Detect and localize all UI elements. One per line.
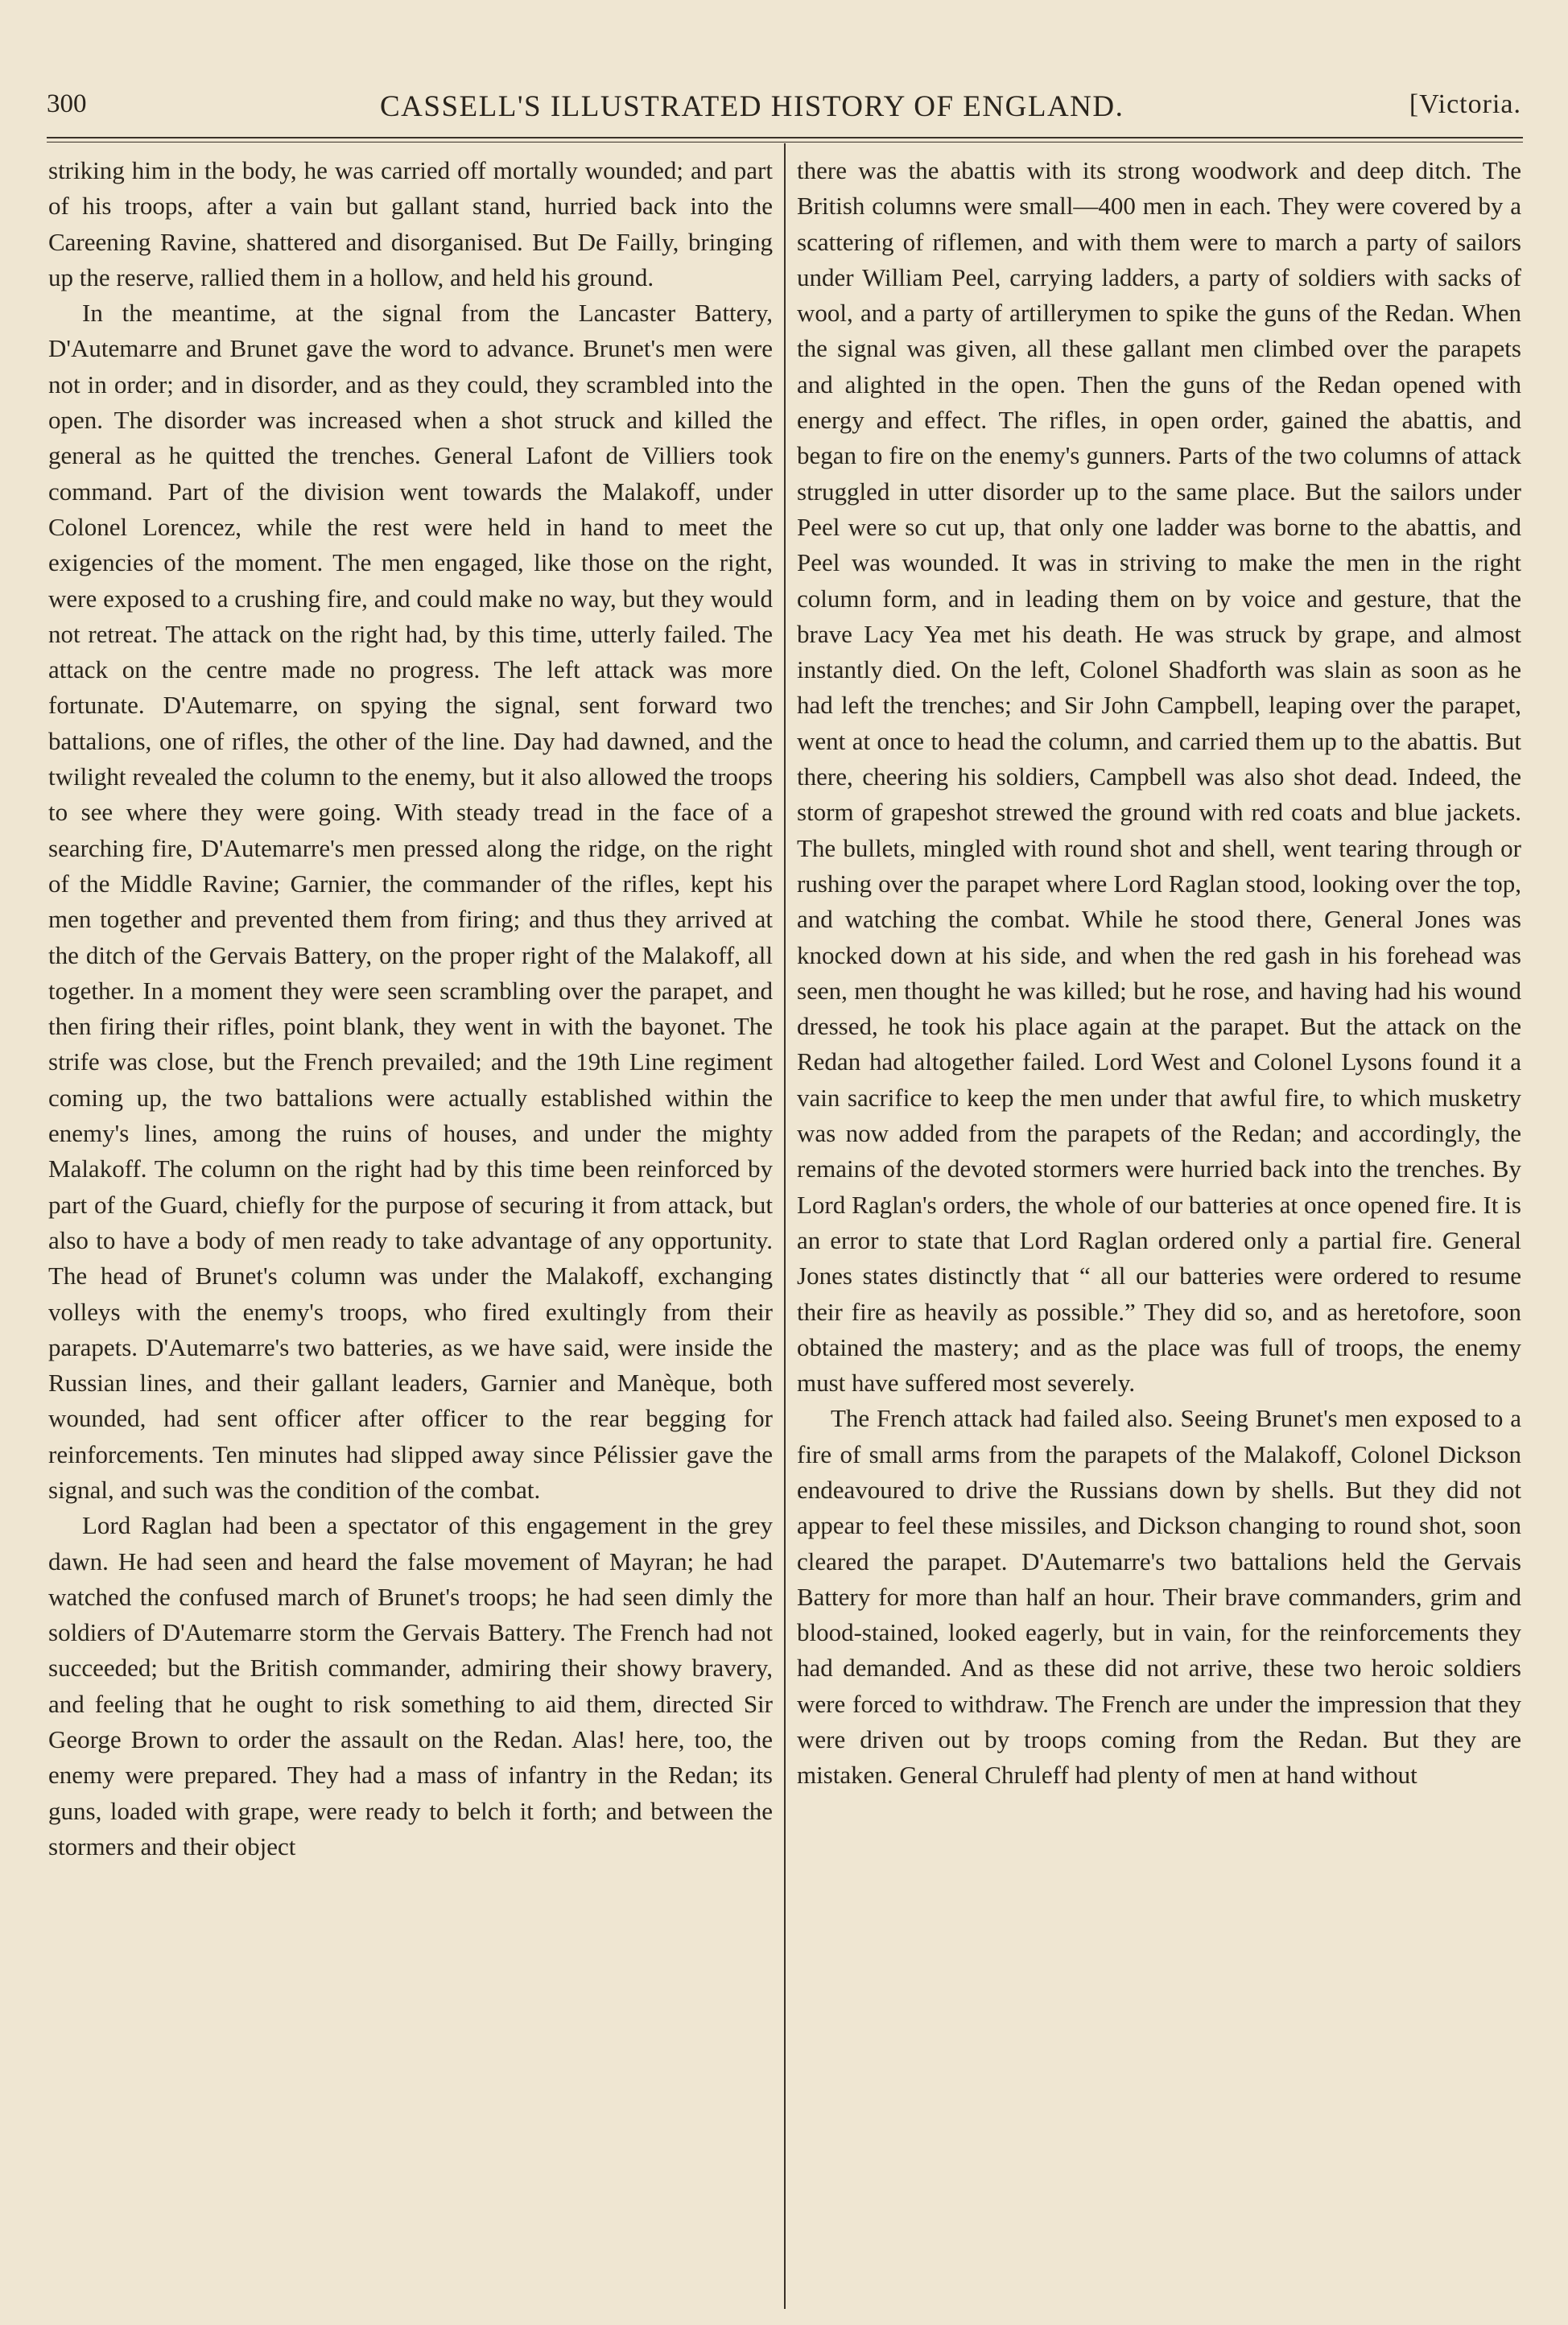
paragraph: there was the abattis with its strong woodwork and deep ditch. The British columns were small—400 men in each. They were covered by a scattering of riflemen, and with them were to march a party of sailors under William Peel, carrying ladders, a party of soldiers with sacks of wool, and a party of artillerymen to spike the guns of the Redan. When the signal was given, all these gallant men climbed over the parapets and alighted in the open. Then the guns of the Redan opened with energy and effect. The rifles, in open order, gained the abattis, and began to fire on the enemy's gunners. Parts of the two columns of attack struggled in utter disorder up to the same place. But the sailors under Peel were so cut up, that only one ladder was borne to the abattis, and Peel was wounded. It was in striving to make the men in the right column form, and in leading them on by voice and gesture, that the brave Lacy Yea met his death. He was struck by grape, and almost instantly died. On the left, Colonel Shadforth was slain as soon as he had left the trenches; and Sir John Campbell, leaping over the parapet, went at once to head the column, and carried them up to the abattis. But there, cheering his soldiers, Campbell was also shot dead. Indeed, the storm of grapeshot strewed the ground with red coats and blue jackets. The bullets, mingled with round shot and shell, went tearing through or rushing over the parapet where Lord Raglan stood, looking over the top, and watching the combat. While he stood there, General Jones was knocked down at his side, and when the red gash in his forehead was seen, men thought he was killed; but he rose, and having had his wound dressed, he took his place again at the parapet. But the attack on the Redan had altogether failed. Lord West and Colonel Lysons found it a vain sacrifice to keep the men under that awful fire, to which musketry was now added from the parapets of the Redan; and accordingly, the remains of the devoted stormers were hurried back into the trenches. By Lord Raglan's orders, the whole of our batteries at once opened fire. It is an error to state that Lord Raglan ordered only a partial fire. General Jones states distinctly that “ all our batteries were ordered to resume their fire as heavily as possible.” They did so, and as heretofore, soon obtained the mastery; and as the place was full of troops, the enemy must have suffered most severely. <box>797 156 1521 1398</box>
right-column <box>797 153 1521 1794</box>
header-rule <box>47 137 1523 138</box>
reign-label: [Victoria. <box>1409 89 1521 119</box>
paragraph: The French attack had failed also. Seeing Brunet's men exposed to a fire of small arms from the parapets of the Malakoff, Colonel Dickson endeavoured to drive the Russians down by shells. But they did not appear to feel these missiles, and Dickson changing to round shot, soon cleared the parapet. D'Autemarre's two battalions held the Gervais Battery for more than half an hour. Their brave commanders, grim and blood-stained, looked eagerly, but in vain, for the reinforcements they had demanded. And as these did not arrive, these two heroic soldiers were forced to withdraw. The French are under the impression that they were driven out by troops coming from the Redan. But they are mistaken. General Chruleff had plenty of men at hand without <box>797 1404 1521 1790</box>
paragraph: Lord Raglan had been a spectator of this engagement in the grey dawn. He had seen and heard the false movement of Mayran; he had watched the confused march of Brunet's troops; he had seen dimly the soldiers of D'Autemarre storm the Gervais Battery. The French had not succeeded; but the British commander, admiring their showy bravery, and feeling that he ought to risk something to aid them, directed Sir George Brown to order the assault on the Redan. Alas! here, too, the enemy were prepared. They had a mass of infantry in the Redan; its guns, loaded with grape, were ready to belch it forth; and between the stormers and their object <box>48 1511 773 1860</box>
paragraph: striking him in the body, he was carried off mortally wounded; and part of his troops, after a vain but gallant stand, hurried back into the Careening Ravine, shattered and disorganised. But De Failly, bringing up the reserve, rallied them in a hollow, and held his ground. <box>48 156 773 291</box>
left-column <box>48 153 773 1865</box>
paragraph: In the meantime, at the signal from the Lancaster Battery, D'Autemarre and Brunet gave the word to advance. Brunet's men were not in order; and in disorder, and as they could, they scrambled into the open. The disorder was increased when a shot struck and killed the general as he quitted the trenches. General Lafont de Villiers took command. Part of the division went towards the Malakoff, under Colonel Lorencez, while the rest were held in hand to meet the exigencies of the moment. The men engaged, like those on the right, were exposed to a crushing fire, and could make no way, but they would not retreat. The attack on the right had, by this time, utterly failed. The attack on the centre made no progress. The left attack was more fortunate. D'Autemarre, on spying the signal, sent forward two battalions, one of rifles, the other of the line. Day had dawned, and the twilight revealed the column to the enemy, but it also allowed the troops to see where they were going. With steady tread in the face of a searching fire, D'Autemarre's men pressed along the ridge, on the right of the Middle Ravine; Garnier, the commander of the rifles, kept his men together and prevented them from firing; and thus they arrived at the ditch of the Gervais Battery, on the proper right of the Malakoff, all together. In a moment they were seen scrambling over the parapet, and then firing their rifles, point blank, they went in with the bayonet. The strife was close, but the French prevailed; and the 19th Line regiment coming up, the two battalions were actually established within the enemy's lines, among the ruins of houses, and under the mighty Malakoff. The column on the right had by this time been reinforced by part of the Guard, chiefly for the purpose of securing it from attack, but also to have a body of men ready to take advantage of any opportunity. The head of Brunet's column was under the Malakoff, exchanging volleys with the enemy's troops, who fired exultingly from their parapets. D'Autemarre's two batteries, as we have said, were inside the Russian lines, and their gallant leaders, Garnier and Manèque, both wounded, had sent officer after officer to the rear begging for reinforcements. Ten minutes had slipped away since Pélissier gave the signal, and such was the condition of the combat. <box>48 299 773 1504</box>
column-divider <box>784 143 786 2309</box>
running-header <box>47 83 1521 131</box>
running-title: CASSELL'S ILLUSTRATED HISTORY OF ENGLAND. <box>380 90 1124 123</box>
page-number: 300 <box>47 89 87 118</box>
